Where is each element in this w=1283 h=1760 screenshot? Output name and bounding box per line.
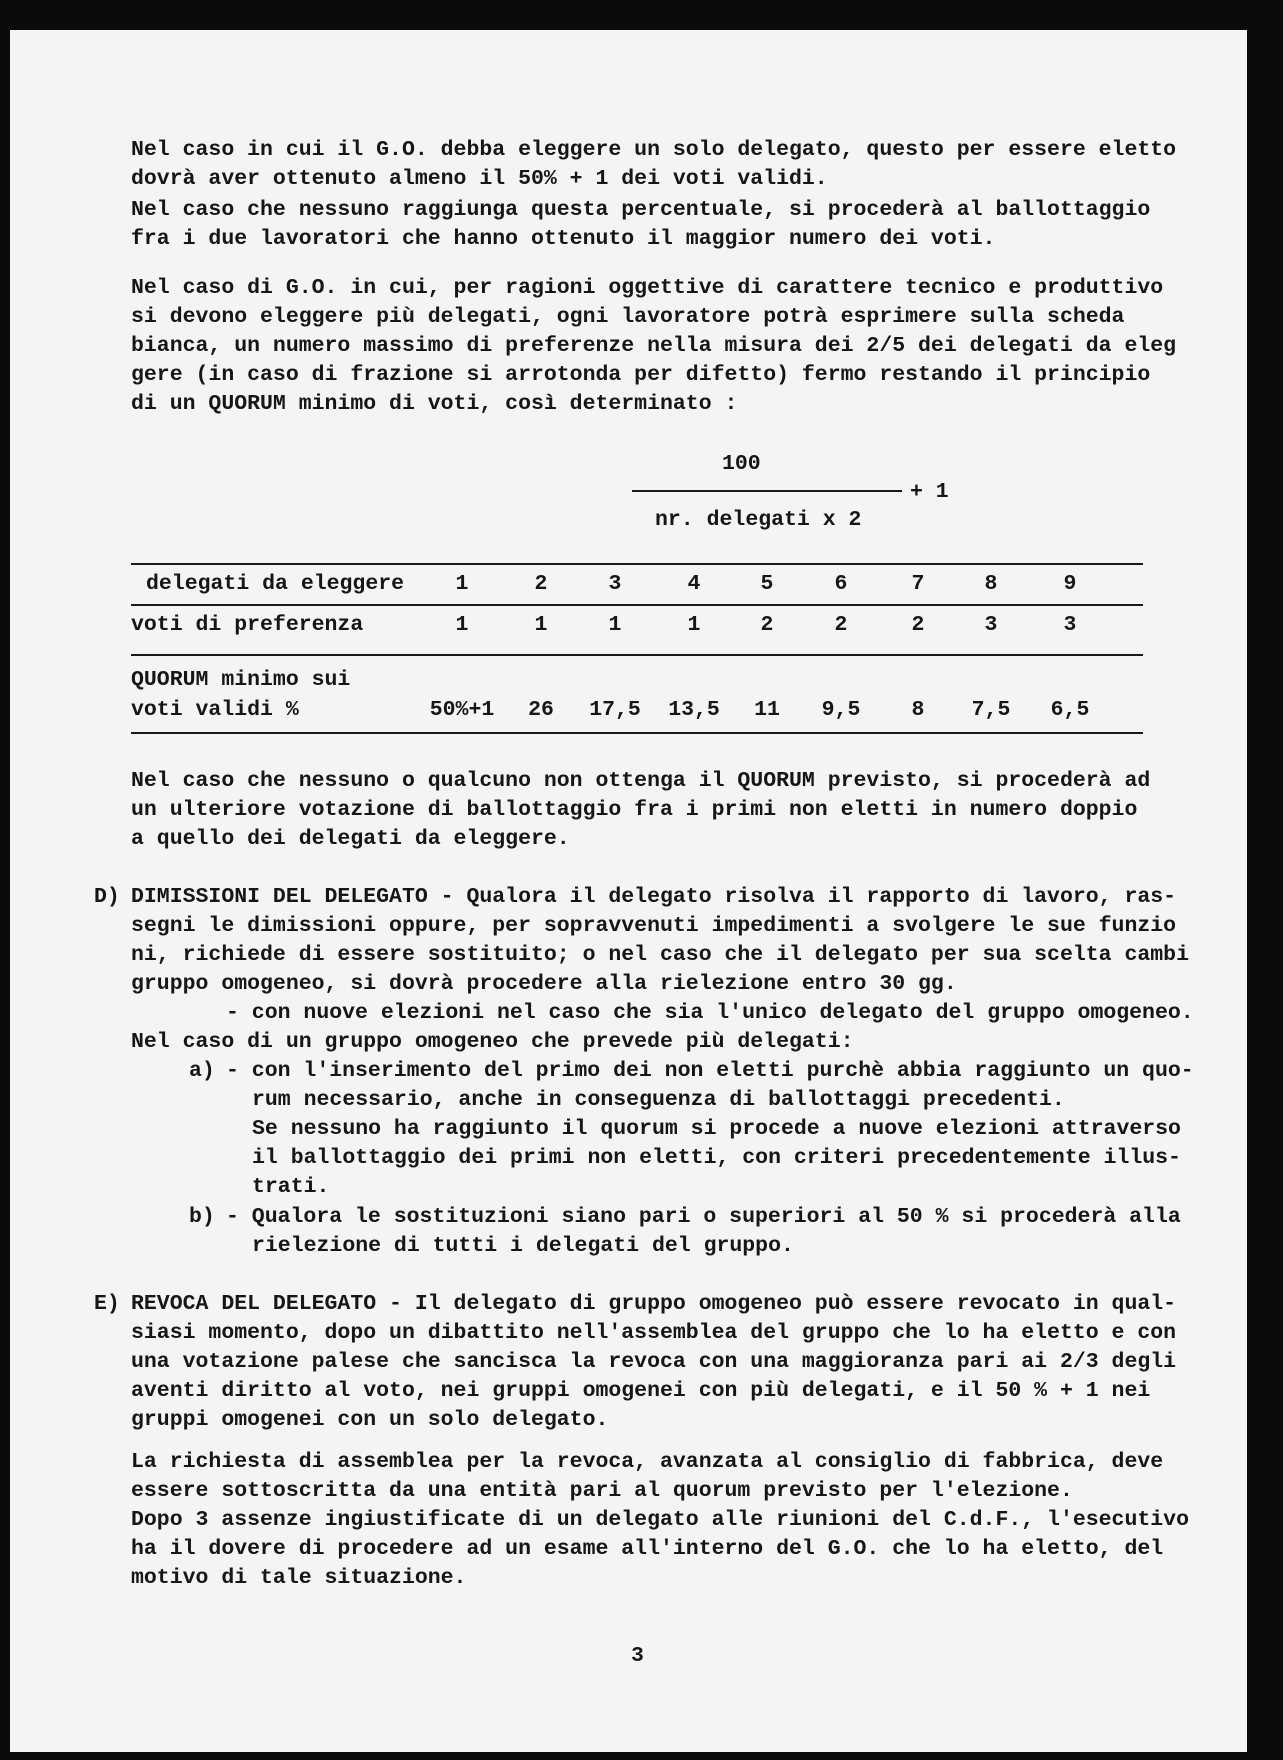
text-line: siasi momento, dopo un dibattito nell'assemblea del gruppo che lo ha eletto e con	[131, 1321, 1177, 1345]
table-cell: 1	[687, 613, 701, 637]
table-cell: 13,5	[668, 698, 720, 722]
table-rule-3	[131, 654, 1143, 656]
text-line: bianca, un numero massimo di preferenze nella misura dei 2/5 dei delegati da eleg	[131, 334, 1177, 358]
table-cell: 2	[534, 572, 548, 596]
paragraph-multiple-delegates	[131, 274, 1176, 419]
table-cell: 11	[754, 698, 780, 722]
text-line: REVOCA DEL DELEGATO - Il delegato di gruppo omogeneo può essere revocato in qual-	[131, 1292, 1177, 1316]
table-rule-2	[131, 604, 1143, 606]
table-rule-bottom	[131, 732, 1143, 734]
text-line: gruppo omogeneo, si dovrà procedere alla rielezione entro 30 gg.	[131, 972, 957, 996]
section-d-a-marker: a)	[189, 1059, 215, 1083]
table-cell: 9,5	[821, 698, 861, 722]
text-line: Se nessuno ha raggiunto il quorum si procede a nuove elezioni attraverso	[252, 1117, 1181, 1141]
formula-plus-one: + 1	[910, 480, 949, 504]
paragraph-quorum-not-reached	[131, 767, 1150, 854]
table-cell: 1	[608, 613, 622, 637]
section-e-richiesta	[131, 1448, 1163, 1506]
section-d-b-marker: b)	[189, 1205, 215, 1229]
table-cell: 26	[528, 698, 554, 722]
text-line: - con l'inserimento del primo dei non eletti purchè abbia raggiunto un quo-	[226, 1059, 1194, 1083]
formula-fraction-bar	[632, 490, 902, 492]
table-cell: 2	[760, 613, 774, 637]
table-cell: 1	[455, 572, 469, 596]
text-line: essere sottoscritta da una entità pari al quorum previsto per l'elezione.	[131, 1479, 1073, 1503]
text-line: trati.	[252, 1175, 330, 1199]
table-cell: 5	[760, 572, 774, 596]
table-row-label-quorum-2: voti validi %	[131, 698, 299, 722]
section-e-marker: E)	[94, 1292, 120, 1316]
section-d-bullet-single: - con nuove elezioni nel caso che sia l'unico delegato del gruppo omogeneo.	[226, 1001, 1194, 1025]
table-cell: 6	[834, 572, 848, 596]
page-number: 3	[631, 1644, 644, 1668]
table-cell: 7	[911, 572, 925, 596]
text-line: gere (in caso di frazione si arrotonda per difetto) fermo restando il principio	[131, 363, 1151, 387]
table-cell: 2	[911, 613, 925, 637]
text-line: si devono eleggere più delegati, ogni lavoratore potrà esprimere sulla scheda	[131, 305, 1125, 329]
table-row-label-delegati: delegati da eleggere	[146, 572, 405, 596]
table-cell: 8	[984, 572, 998, 596]
section-e-revoca	[131, 1290, 1176, 1435]
table-cell: 3	[608, 572, 622, 596]
table-cell: 6,5	[1050, 698, 1090, 722]
text-line: una votazione palese che sancisca la revoca con una maggioranza pari ai 2/3 degli	[131, 1350, 1177, 1374]
section-d-dimissioni	[131, 883, 1189, 999]
text-line: La richiesta di assemblea per la revoca, avanzata al consiglio di fabbrica, deve	[131, 1450, 1164, 1474]
text-line: Nel caso di G.O. in cui, per ragioni oggettive di carattere tecnico e produttivo	[131, 276, 1164, 300]
text-line: Nel caso che nessuno raggiunga questa percentuale, si procederà al ballottaggio	[131, 198, 1151, 222]
formula-numerator: 100	[722, 452, 761, 476]
text-line: aventi diritto al voto, nei gruppi omogenei con più delegati, e il 50 % + 1 nei	[131, 1379, 1151, 1403]
text-line: il ballottaggio dei primi non eletti, con criteri precedentemente illus-	[252, 1146, 1181, 1170]
table-cell: 3	[984, 613, 998, 637]
text-line: rielezione di tutti i delegati del gruppo.	[252, 1234, 794, 1258]
section-d-marker: D)	[94, 885, 120, 909]
text-line: Dopo 3 assenze ingiustificate di un delegato alle riunioni del C.d.F., l'esecutivo	[131, 1508, 1189, 1532]
table-cell: 1	[455, 613, 469, 637]
table-cell: 2	[834, 613, 848, 637]
table-cell: 8	[911, 698, 925, 722]
paragraph-single-delegate	[131, 136, 1176, 194]
table-row-label-voti: voti di preferenza	[131, 613, 364, 637]
text-line: gruppi omogenei con un solo delegato.	[131, 1408, 609, 1432]
text-line: dovrà aver ottenuto almeno il 50% + 1 dei voti validi.	[131, 167, 828, 191]
text-line: segni le dimissioni oppure, per sopravvenuti impedimenti a svolgere le sue funzio	[131, 914, 1177, 938]
paragraph-ballottaggio	[131, 196, 1150, 254]
section-d-multi-intro: Nel caso di un gruppo omogeneo che prevede più delegati:	[131, 1030, 854, 1054]
section-d-b-text	[226, 1203, 1181, 1261]
table-cell: 3	[1063, 613, 1077, 637]
text-line: DIMISSIONI DEL DELEGATO - Qualora il delegato risolva il rapporto di lavoro, ras-	[131, 885, 1177, 909]
table-cell: 4	[687, 572, 701, 596]
table-cell: 50%+1	[429, 698, 495, 722]
text-line: di un QUORUM minimo di voti, così determinato :	[131, 392, 738, 416]
text-line: un ulteriore votazione di ballottaggio fra i primi non eletti in numero doppio	[131, 798, 1138, 822]
table-cell: 7,5	[971, 698, 1011, 722]
table-row-label-quorum-1: QUORUM minimo sui	[131, 668, 351, 692]
table-cell: 1	[534, 613, 548, 637]
text-line: ni, richiede di essere sostituito; o nel caso che il delegato per sua scelta cambi	[131, 943, 1189, 967]
text-line: Nel caso in cui il G.O. debba eleggere un solo delegato, questo per essere eletto	[131, 138, 1177, 162]
table-cell: 17,5	[589, 698, 641, 722]
formula-denominator: nr. delegati x 2	[655, 508, 862, 532]
section-d-a-text	[226, 1057, 1194, 1202]
table-rule-top	[131, 563, 1143, 565]
text-line: a quello dei delegati da eleggere.	[131, 827, 570, 851]
section-e-assenze	[131, 1506, 1189, 1593]
text-line: fra i due lavoratori che hanno ottenuto il maggior numero dei voti.	[131, 227, 996, 251]
table-cell: 9	[1063, 572, 1077, 596]
text-line: motivo di tale situazione.	[131, 1566, 467, 1590]
text-line: ha il dovere di procedere ad un esame all'interno del G.O. che lo ha eletto, del	[131, 1537, 1164, 1561]
text-line: rum necessario, anche in conseguenza di ballottaggi precedenti.	[252, 1088, 1065, 1112]
text-line: - Qualora le sostituzioni siano pari o superiori al 50 % si procederà alla	[226, 1205, 1181, 1229]
text-line: Nel caso che nessuno o qualcuno non ottenga il QUORUM previsto, si procederà ad	[131, 769, 1151, 793]
